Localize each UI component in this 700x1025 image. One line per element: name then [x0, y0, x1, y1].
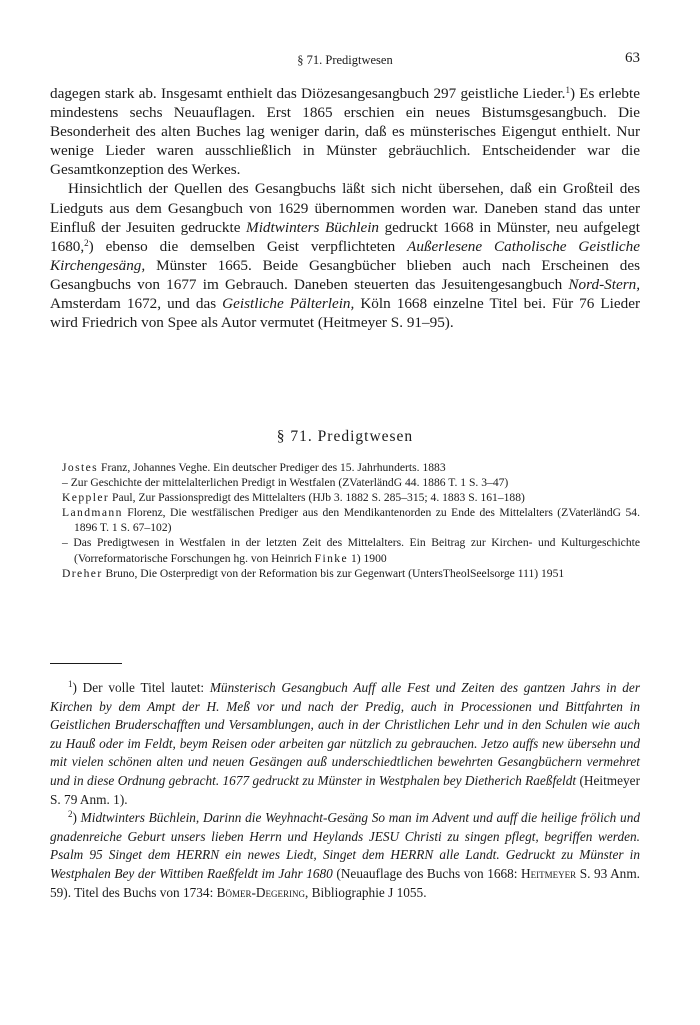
italic-title: Münsterisch Gesangbuch Auff alle Fest und Zeiten des gantzen Jahrs in der Kirchen by dem Ampt der H. Meß vor und nach der Predig, auch in Processionen und Bittfahrten in Geistlichen Bruderschafften und Versamblungen, auch in der Christlichen Lehr und in den Schulen wie auch zu Hauß oder im Feldt, beym Reisen oder arbeiten gar nützlich zu gebrauchen. Jetzo auffs new übersehn und mit vielen schönen alten und neuen Gesängen auß underschiedtlichen bewehrten Gesangbüchern vermehret und in diese Ordnung gebracht. 1677 gedruckt zu Münster in Westphalen bey Dietherich Raeßfeldt — [50, 680, 640, 788]
text-run: Amsterdam 1672, und das — [50, 295, 223, 313]
italic-title: Geistliche Pälterlein, — [222, 295, 355, 313]
entry-text: Florenz, Die westfälischen Prediger aus den Mendikantenorden zu Ende des Mittelalters (ZVaterländG 54. 1896 T. 1 S. 67–102) — [74, 506, 640, 535]
bibliography — [62, 460, 640, 581]
entry-dash: – — [62, 536, 68, 550]
entry-dash: – — [62, 476, 68, 490]
entry-text: Das Predigtwesen in Westfalen in der letzten Zeit des Mittelalters. Ein Beitrag zur Kirchen- und Kulturgeschichte (Vorreformatorische Forschungen hg. von Heinrich — [67, 536, 640, 565]
footnote-1 — [50, 679, 640, 809]
text-run: ) — [72, 810, 81, 826]
text-run: Münster 1665. Beide Gesangbücher blieben auch nach Erscheinen des Gesangbuchs von 1677 im Gebrauch. Daneben steuerten das Jesuitengesangbuch — [50, 256, 640, 293]
text-run: (Heitmeyer S. 79 Anm. 1). — [50, 772, 640, 807]
italic-title: Außerlesene Catholische Geistliche Kirchengesäng, — [50, 237, 640, 274]
running-head — [50, 50, 640, 70]
section-heading: § 71. Predigtwesen — [276, 428, 414, 445]
italic-title: Nord-Stern, — [568, 275, 640, 293]
entry-text: Paul, Zur Passionspredigt des Mittelalters (HJb 3. 1882 S. 285–315; 4. 1883 S. 161–188) — [109, 491, 525, 505]
text-run: ) ebenso die demselben Geist verpflichteten — [88, 237, 408, 255]
bibliography-entry — [62, 566, 640, 581]
entry-text: 1) 1900 — [348, 551, 387, 565]
bibliography-entry — [62, 475, 640, 490]
paragraph-1 — [50, 84, 640, 179]
text-run: (Neuauflage des Buchs von 1668: — [332, 865, 522, 881]
footnote-2 — [50, 809, 640, 902]
bibliography-entry — [62, 490, 640, 505]
text-run: dagegen stark ab. Insgesamt enthielt das Diözesangesangbuch 297 geistliche Lieder. — [50, 85, 566, 102]
entry-text: Zur Geschichte der mittelalterlichen Predigt in Westfalen (ZVaterländG 44. 1886 T. 1 S. 3–47) — [67, 476, 509, 490]
entry-author: Jostes — [62, 461, 99, 474]
small-caps-author: Heitmeyer — [521, 865, 577, 881]
page-number: 63 — [625, 50, 640, 66]
small-caps-author: Bömer-Degering — [216, 884, 306, 900]
footnote-ref: 2 — [84, 237, 89, 248]
paragraph-2 — [50, 179, 640, 332]
body-text — [50, 84, 640, 332]
text-run: Hinsichtlich der Quellen des Gesangbuchs läßt sich nicht übersehen, daß ein Großteil des Liedguts aus dem Gesangbuch von 1629 übernommen worden war. Daneben stand das unter Einfluß der Jesuiten gedruckte — [50, 180, 640, 236]
entry-author: Dreher — [62, 566, 103, 580]
italic-title: Midtwinters Büchlein, Darinn die Weyhnacht-Gesäng So man im Advent und auff die heilige frölich und gnadenreiche Geburt unsers lieben Herrn und Heylands JESU Christi zu singen pflegt, begriffen werden. Psalm 95 Singet dem HERRN ein newes Liedt, Singet dem HERRN alle Landt. Gedruckt zu Münster in Westphalen Bey der Wittiben Raeßfeldt im Jahr 1680 — [50, 810, 640, 881]
text-run: , Bibliographie J 1055. — [305, 884, 427, 900]
footnote-mark: 1 — [68, 679, 73, 689]
bibliography-entry — [62, 460, 640, 475]
text-run: Köln 1668 einzelne Titel bei. Für 76 Lieder wird Friedrich von Spee als Autor vermutet (Heitmeyer S. 91–95). — [50, 295, 640, 332]
entry-author: Landmann — [62, 506, 123, 520]
bibliography-entry — [62, 505, 640, 535]
bibliography-entry — [62, 535, 640, 565]
entry-editor: Finke — [314, 551, 349, 565]
entry-author: Keppler — [62, 491, 110, 505]
footnotes — [50, 679, 640, 902]
text-run: gedruckt 1668 in Münster, neu aufgelegt 1680, — [50, 218, 641, 255]
text-run: ) Es erlebte mindestens sechs Neuauflagen. Erst 1865 erschien ein neues Bistumsgesangbuch. Die Besonderheit des alten Buches lag weniger darin, daß es münsterisches Eigengut enthielt. Nur wenige Lieder waren ausschließlich in Münster gebräuchlich. Entscheidender war die Gesamtkonzeption des Werkes. — [50, 85, 640, 179]
footnote-ref: 1 — [565, 85, 570, 95]
footnote-mark: 2 — [68, 809, 73, 820]
text-run: S. 93 Anm. 59). Titel des Buchs von 1734: — [50, 865, 640, 900]
text-run: ) Der volle Titel lautet: — [72, 680, 210, 695]
footnote-rule — [50, 663, 122, 664]
entry-text: Franz, Johannes Veghe. Ein deutscher Prediger des 15. Jahrhunderts. 1883 — [98, 461, 446, 474]
running-title: § 71. Predigtwesen — [297, 53, 393, 67]
entry-text: Bruno, Die Osterpredigt von der Reformation bis zur Gegenwart (UntersTheolSeelsorge 111) 1951 — [102, 566, 565, 580]
italic-title: Midtwinters Büchlein — [246, 218, 380, 236]
